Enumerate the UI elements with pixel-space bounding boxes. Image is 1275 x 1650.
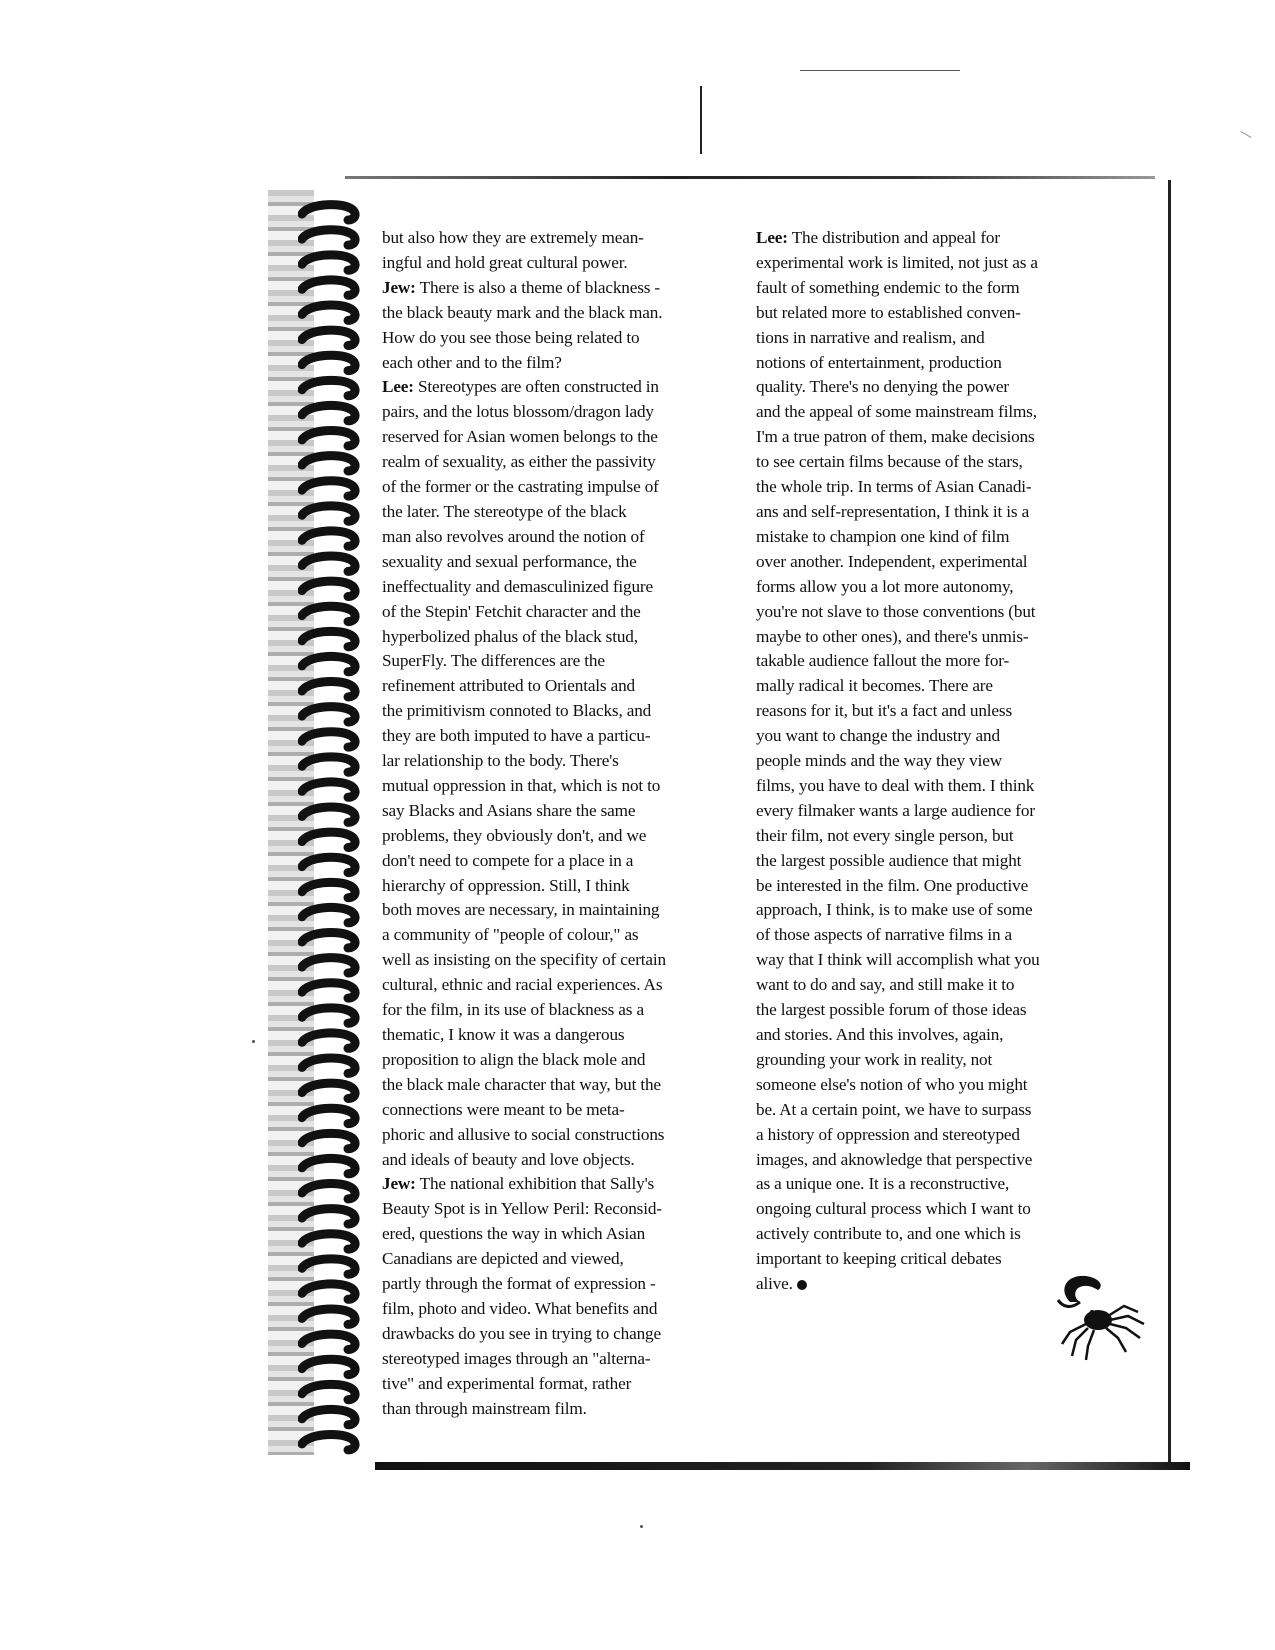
article-line: SuperFly. The differences are the bbox=[382, 651, 605, 671]
spiral-coil bbox=[302, 682, 355, 697]
article-line: pairs, and the lotus blossom/dragon lady bbox=[382, 402, 654, 422]
article-line: realm of sexuality, as either the passivity bbox=[382, 452, 656, 472]
article-line: cultural, ethnic and racial experiences. As bbox=[382, 975, 663, 995]
spiral-coil bbox=[302, 1133, 355, 1148]
article-line: for the film, in its use of blackness as a bbox=[382, 1000, 644, 1020]
article-line: proposition to align the black mole and bbox=[382, 1049, 646, 1069]
spiral-coil bbox=[302, 907, 355, 922]
article-line: I'm a true patron of them, make decisions bbox=[756, 427, 1035, 447]
article-column-left bbox=[382, 226, 760, 1422]
article-line: phoric and allusive to social constructions bbox=[382, 1124, 665, 1144]
article-line: of the Stepin' Fetchit character and the bbox=[382, 601, 641, 621]
article-line: ered, questions the way in which Asian bbox=[382, 1224, 646, 1244]
scan-artifact-vertical bbox=[700, 86, 702, 154]
spiral-coil bbox=[302, 983, 355, 998]
spiral-coil bbox=[302, 1435, 355, 1450]
article-line: but also how they are extremely mean- bbox=[382, 228, 644, 247]
article-line: be. At a certain point, we have to surpass bbox=[756, 1099, 1032, 1119]
page-right-edge bbox=[1168, 180, 1171, 1465]
article-line: Lee: Stereotypes are often constructed in bbox=[382, 377, 659, 397]
spiral-coil bbox=[302, 1033, 355, 1048]
speaker-label: Jew: bbox=[382, 277, 416, 297]
article-line: takable audience fallout the more for- bbox=[756, 651, 1010, 671]
article-line: hyperbolized phalus of the black stud, bbox=[382, 626, 638, 646]
speaker-label: Jew: bbox=[382, 1174, 416, 1194]
article-line: connections were meant to be meta- bbox=[382, 1099, 625, 1119]
article-line: forms allow you a lot more autonomy, bbox=[756, 576, 1014, 596]
article-line: of those aspects of narrative films in a bbox=[756, 925, 1013, 945]
spiral-coil bbox=[302, 933, 355, 948]
article-line: tions in narrative and realism, and bbox=[756, 327, 985, 347]
spiral-coil bbox=[302, 1234, 355, 1249]
spiral-coil bbox=[302, 205, 355, 220]
article-line: stereotyped images through an "alterna- bbox=[382, 1348, 651, 1368]
spiral-coil bbox=[302, 1184, 355, 1199]
spiral-coil bbox=[302, 757, 355, 772]
article-line: tive" and experimental format, rather bbox=[382, 1373, 632, 1393]
article-line: Jew: There is also a theme of blackness - bbox=[382, 277, 660, 297]
article-line: film, photo and video. What benefits and bbox=[382, 1298, 658, 1318]
crab-icon bbox=[1040, 1272, 1150, 1367]
article-line: How do you see those being related to bbox=[382, 327, 640, 347]
spiral-coil bbox=[302, 882, 355, 897]
article-line: experimental work is limited, not just as a bbox=[756, 252, 1038, 272]
scan-artifact-line bbox=[800, 70, 960, 71]
article-line: the later. The stereotype of the black bbox=[382, 501, 627, 521]
spiral-coil bbox=[302, 431, 355, 446]
spiral-coil bbox=[302, 355, 355, 370]
article-line: the whole trip. In terms of Asian Canadi- bbox=[756, 477, 1032, 497]
article-line: a community of "people of colour," as bbox=[382, 925, 639, 945]
spiral-coil bbox=[302, 380, 355, 395]
spiral-coil bbox=[302, 531, 355, 546]
article-line: thematic, I know it was a dangerous bbox=[382, 1025, 625, 1044]
article-line: alive. bbox=[756, 1272, 1136, 1297]
spiral-coil bbox=[302, 958, 355, 973]
spiral-coil bbox=[302, 707, 355, 722]
article-line: partly through the format of expression - bbox=[382, 1274, 656, 1294]
article-line: than through mainstream film. bbox=[382, 1398, 587, 1418]
spiral-coil bbox=[302, 506, 355, 521]
spiral-coil bbox=[302, 1209, 355, 1224]
scan-artifact-tick bbox=[1241, 131, 1252, 138]
article-line: mutual oppression in that, which is not to bbox=[382, 775, 661, 795]
article-line: Lee: The distribution and appeal for bbox=[756, 228, 1000, 247]
speaker-label: Lee: bbox=[382, 377, 414, 397]
article-line: lar relationship to the body. There's bbox=[382, 751, 619, 771]
article-line: reasons for it, but it's a fact and unless bbox=[756, 701, 1012, 721]
article-line: problems, they obviously don't, and we bbox=[382, 825, 647, 845]
article-line: quality. There's no denying the power bbox=[756, 377, 1009, 397]
spiral-coil bbox=[302, 456, 355, 471]
scan-speck bbox=[640, 1525, 643, 1528]
spiral-coil bbox=[302, 1334, 355, 1349]
spiral-coil bbox=[302, 1158, 355, 1173]
article-line: as a unique one. It is a reconstructive, bbox=[756, 1174, 1010, 1194]
spiral-coil bbox=[302, 832, 355, 847]
article-line: people minds and the way they view bbox=[756, 751, 1002, 771]
spiral-coil bbox=[302, 280, 355, 295]
article-line: hierarchy of oppression. Still, I think bbox=[382, 875, 630, 895]
spiral-coil bbox=[302, 606, 355, 621]
article-line: Canadians are depicted and viewed, bbox=[382, 1249, 624, 1269]
article-line: mistake to champion one kind of film bbox=[756, 526, 1010, 546]
spiral-coil bbox=[302, 1384, 355, 1399]
article-line: say Blacks and Asians share the same bbox=[382, 800, 636, 820]
article-line: you're not slave to those conventions (but bbox=[756, 601, 1036, 621]
article-line: and the appeal of some mainstream films, bbox=[756, 402, 1037, 422]
article-line: approach, I think, is to make use of some bbox=[756, 900, 1033, 920]
spiral-coil bbox=[302, 1259, 355, 1274]
scan-speck bbox=[252, 1040, 255, 1043]
spiral-coil bbox=[302, 481, 355, 496]
article-line: don't need to compete for a place in a bbox=[382, 850, 634, 870]
article-line: images, and aknowledge that perspective bbox=[756, 1149, 1033, 1169]
spiral-coil bbox=[302, 1284, 355, 1299]
article-line: sexuality and sexual performance, the bbox=[382, 551, 637, 571]
spiral-coil bbox=[302, 1359, 355, 1374]
article-line: Beauty Spot is in Yellow Peril: Reconsid- bbox=[382, 1199, 662, 1219]
article-line: someone else's notion of who you might bbox=[756, 1074, 1028, 1094]
article-line: important to keeping critical debates bbox=[756, 1249, 1002, 1269]
article-line: grounding your work in reality, not bbox=[756, 1049, 993, 1069]
article-line: to see certain films because of the stars, bbox=[756, 452, 1023, 472]
spiral-coil bbox=[302, 330, 355, 345]
article-line: the largest possible audience that might bbox=[756, 850, 1022, 870]
article-line: their film, not every single person, but bbox=[756, 825, 1014, 845]
article-line: actively contribute to, and one which is bbox=[756, 1224, 1021, 1244]
page-bottom-edge bbox=[375, 1462, 1190, 1470]
article-line: ineffectuality and demasculinized figure bbox=[382, 576, 653, 596]
article-line: films, you have to deal with them. I think bbox=[756, 775, 1035, 795]
article-line: notions of entertainment, production bbox=[756, 352, 1002, 372]
spiral-coil bbox=[302, 631, 355, 646]
article-line: drawbacks do you see in trying to change bbox=[382, 1323, 661, 1343]
article-line: ingful and hold great cultural power. bbox=[382, 252, 628, 272]
article-line: a history of oppression and stereotyped bbox=[756, 1124, 1020, 1144]
spiral-coil bbox=[302, 405, 355, 420]
spiral-coil bbox=[302, 230, 355, 245]
spiral-coil bbox=[302, 1409, 355, 1424]
article-line: mally radical it becomes. There are bbox=[756, 676, 993, 696]
article-line: be interested in the film. One productive bbox=[756, 875, 1029, 895]
spiral-coil bbox=[302, 656, 355, 671]
spiral-coil bbox=[302, 732, 355, 747]
article-line: reserved for Asian women belongs to the bbox=[382, 427, 658, 447]
article-line: you want to change the industry and bbox=[756, 726, 1000, 746]
article-line: the largest possible forum of those ideas bbox=[756, 1000, 1027, 1020]
spiral-coil bbox=[302, 782, 355, 797]
article-line: every filmaker wants a large audience for bbox=[756, 800, 1035, 820]
article-line: fault of something endemic to the form bbox=[756, 277, 1020, 297]
article-line: way that I think will accomplish what you bbox=[756, 950, 1040, 970]
spiral-coil bbox=[302, 255, 355, 270]
bullet-end-icon bbox=[797, 1280, 807, 1290]
article-line: maybe to other ones), and there's unmis- bbox=[756, 626, 1029, 646]
article-line: and stories. And this involves, again, bbox=[756, 1025, 1004, 1044]
article-line: each other and to the film? bbox=[382, 352, 562, 372]
article-line: the black male character that way, but the bbox=[382, 1074, 661, 1094]
article-line: they are both imputed to have a particu- bbox=[382, 726, 651, 746]
spiral-coil bbox=[302, 807, 355, 822]
article-line: man also revolves around the notion of bbox=[382, 526, 645, 546]
article-line: Jew: The national exhibition that Sally's bbox=[382, 1174, 655, 1194]
article-line: over another. Independent, experimental bbox=[756, 551, 1028, 571]
article-line: refinement attributed to Orientals and bbox=[382, 676, 635, 696]
article-line: the primitivism connoted to Blacks, and bbox=[382, 701, 652, 721]
spiral-coil bbox=[302, 305, 355, 320]
article-column-right bbox=[756, 226, 1136, 1297]
spiral-binding-icon bbox=[298, 198, 378, 1458]
spiral-coil bbox=[302, 581, 355, 596]
article-line: but related more to established conven- bbox=[756, 302, 1021, 322]
spiral-coil bbox=[302, 1058, 355, 1073]
spiral-coil bbox=[302, 857, 355, 872]
speaker-label: Lee: bbox=[756, 228, 788, 247]
article-line: want to do and say, and still make it to bbox=[756, 975, 1015, 995]
article-line: both moves are necessary, in maintaining bbox=[382, 900, 660, 920]
spiral-coil bbox=[302, 1108, 355, 1123]
article-line: and ideals of beauty and love objects. bbox=[382, 1149, 635, 1169]
spiral-coil bbox=[302, 556, 355, 571]
spiral-coil bbox=[302, 1083, 355, 1098]
spiral-coil bbox=[302, 1309, 355, 1324]
spiral-coil bbox=[302, 1008, 355, 1023]
article-line: of the former or the castrating impulse of bbox=[382, 477, 659, 497]
article-line: ongoing cultural process which I want to bbox=[756, 1199, 1031, 1219]
page-top-edge bbox=[345, 176, 1155, 179]
article-line: ans and self-representation, I think it is a bbox=[756, 501, 1030, 521]
article-line: the black beauty mark and the black man. bbox=[382, 302, 663, 322]
article-line: well as insisting on the specifity of certain bbox=[382, 950, 666, 970]
